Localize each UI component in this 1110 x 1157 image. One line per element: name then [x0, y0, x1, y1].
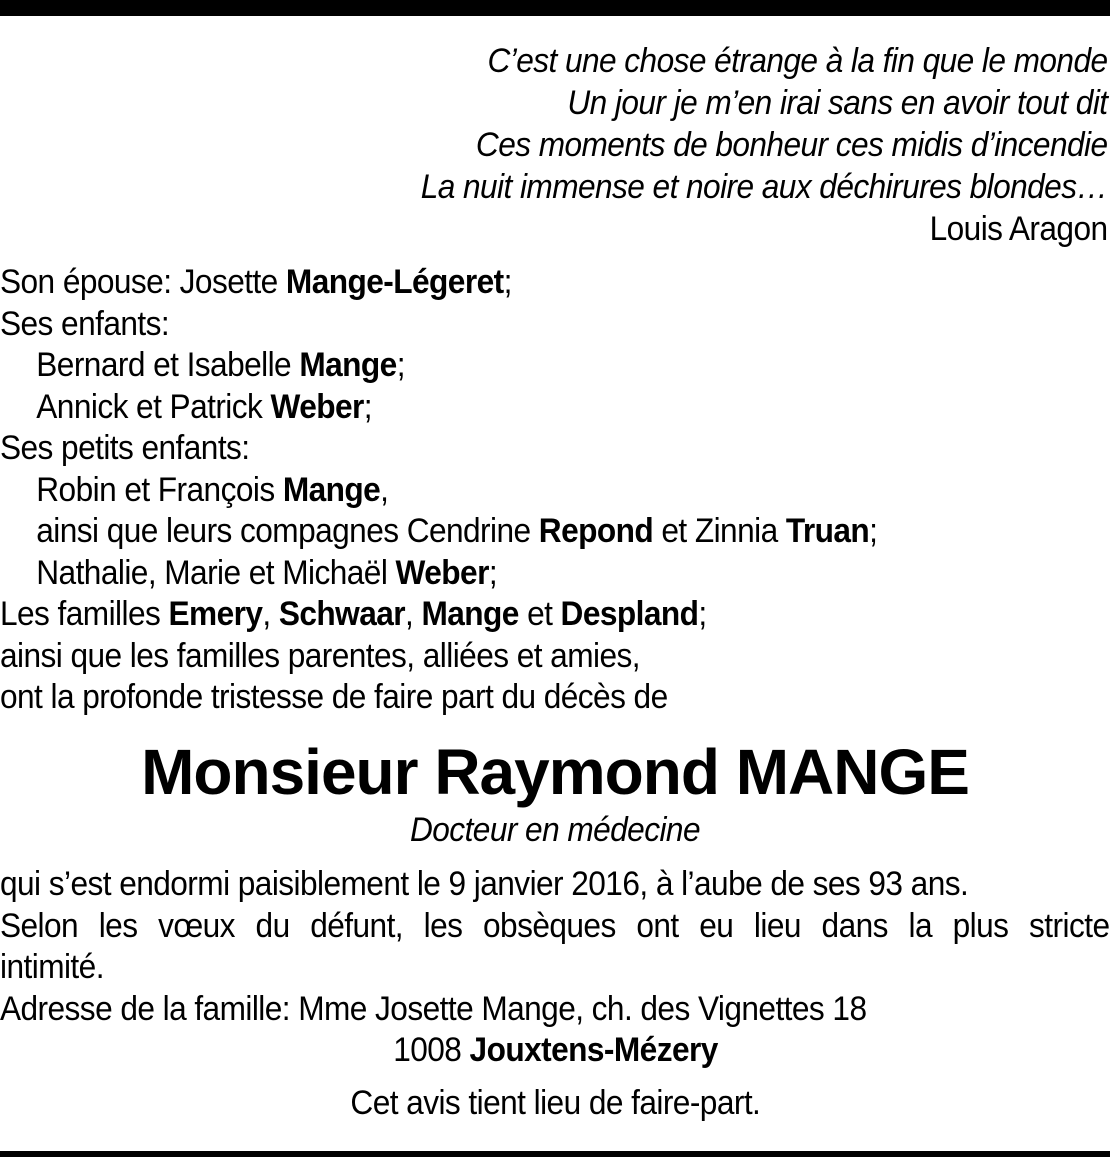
separator: ,	[262, 595, 279, 633]
separator: ;	[488, 553, 498, 592]
partners-line	[0, 511, 1097, 553]
family-surname: Mange	[421, 595, 519, 633]
bottom-border-rule	[0, 1151, 1110, 1157]
deceased-name: Monsieur Raymond MANGE	[141, 736, 969, 808]
separator: ;	[363, 387, 373, 426]
announcement-line: ont la profonde tristesse de faire part du décès de	[0, 678, 668, 716]
poem-epigraph	[421, 40, 1108, 250]
deceased-block	[0, 734, 1110, 850]
child-line	[0, 345, 1097, 387]
spouse-surname: Mange-Légeret	[285, 263, 504, 301]
child-surname: Mange	[299, 346, 397, 384]
family-surname: Schwaar	[278, 595, 406, 633]
poem-line: La nuit immense et noire aux déchirures blondes…	[421, 168, 1108, 206]
poem-line: Ces moments de bonheur ces midis d’incendie	[476, 126, 1108, 164]
grandchild-line	[0, 470, 1097, 512]
funeral-line-end: intimité.	[0, 948, 104, 986]
separator: ;	[503, 263, 512, 301]
partners-prefix: ainsi que leurs compagnes Cendrine	[36, 512, 539, 550]
grandchild-surname: Mange	[282, 470, 381, 509]
child-line	[0, 387, 1097, 429]
address-city-line	[0, 1030, 1110, 1072]
top-border-rule	[0, 0, 1110, 16]
notice-details	[0, 864, 1109, 1030]
family-surname: Despland	[560, 595, 699, 633]
grandchild-line	[0, 553, 1097, 595]
families-prefix: Les familles	[0, 595, 169, 633]
poem-line: C’est une chose étrange à la fin que le monde	[487, 42, 1108, 80]
grandchild-names: Nathalie, Marie et Michaël	[36, 553, 396, 592]
postcode: 1008	[392, 1031, 470, 1069]
partners-conjunction: et Zinnia	[653, 512, 786, 550]
families-line	[0, 594, 1097, 636]
child-names: Bernard et Isabelle	[36, 346, 300, 384]
city: Jouxtens-Mézery	[469, 1031, 718, 1069]
address-city-wrap	[393, 1030, 718, 1072]
spouse-line	[0, 262, 1097, 304]
children-heading: Ses enfants:	[0, 304, 170, 343]
separator: ,	[380, 470, 389, 509]
grandchildren-heading: Ses petits enfants:	[0, 429, 250, 467]
funeral-line: Selon les vœux du défunt, les obsèques ont eu lieu dans la plus stricte	[0, 906, 1110, 945]
poem-author: Louis Aragon	[930, 210, 1108, 248]
separator: ;	[396, 346, 405, 384]
family-list	[0, 262, 1097, 719]
death-line: qui s’est endormi paisiblement le 9 janvier 2016, à l’aube de ses 93 ans.	[0, 865, 969, 903]
separator: ,	[405, 595, 422, 633]
families-conjunction: et	[518, 595, 561, 633]
child-surname: Weber	[270, 387, 364, 426]
deceased-title: Docteur en médecine	[410, 811, 700, 849]
address-line: Adresse de la famille: Mme Josette Mange, ch. des Vignettes 18	[0, 989, 867, 1028]
closing-line	[0, 1083, 1110, 1125]
closing-text: Cet avis tient lieu de faire-part.	[350, 1084, 760, 1122]
grandchild-surname: Weber	[395, 553, 489, 592]
partner-surname: Truan	[785, 512, 870, 550]
child-names: Annick et Patrick	[36, 387, 271, 426]
related-families-line: ainsi que les familles parentes, alliées et amies,	[0, 636, 640, 675]
grandchild-names: Robin et François	[36, 470, 283, 509]
separator: ;	[698, 595, 707, 633]
family-surname: Emery	[168, 595, 263, 633]
partner-surname: Repond	[538, 512, 654, 550]
spouse-prefix: Son épouse: Josette	[0, 263, 286, 301]
poem-line: Un jour je m’en irai sans en avoir tout dit	[567, 84, 1108, 122]
separator: ;	[869, 512, 878, 550]
